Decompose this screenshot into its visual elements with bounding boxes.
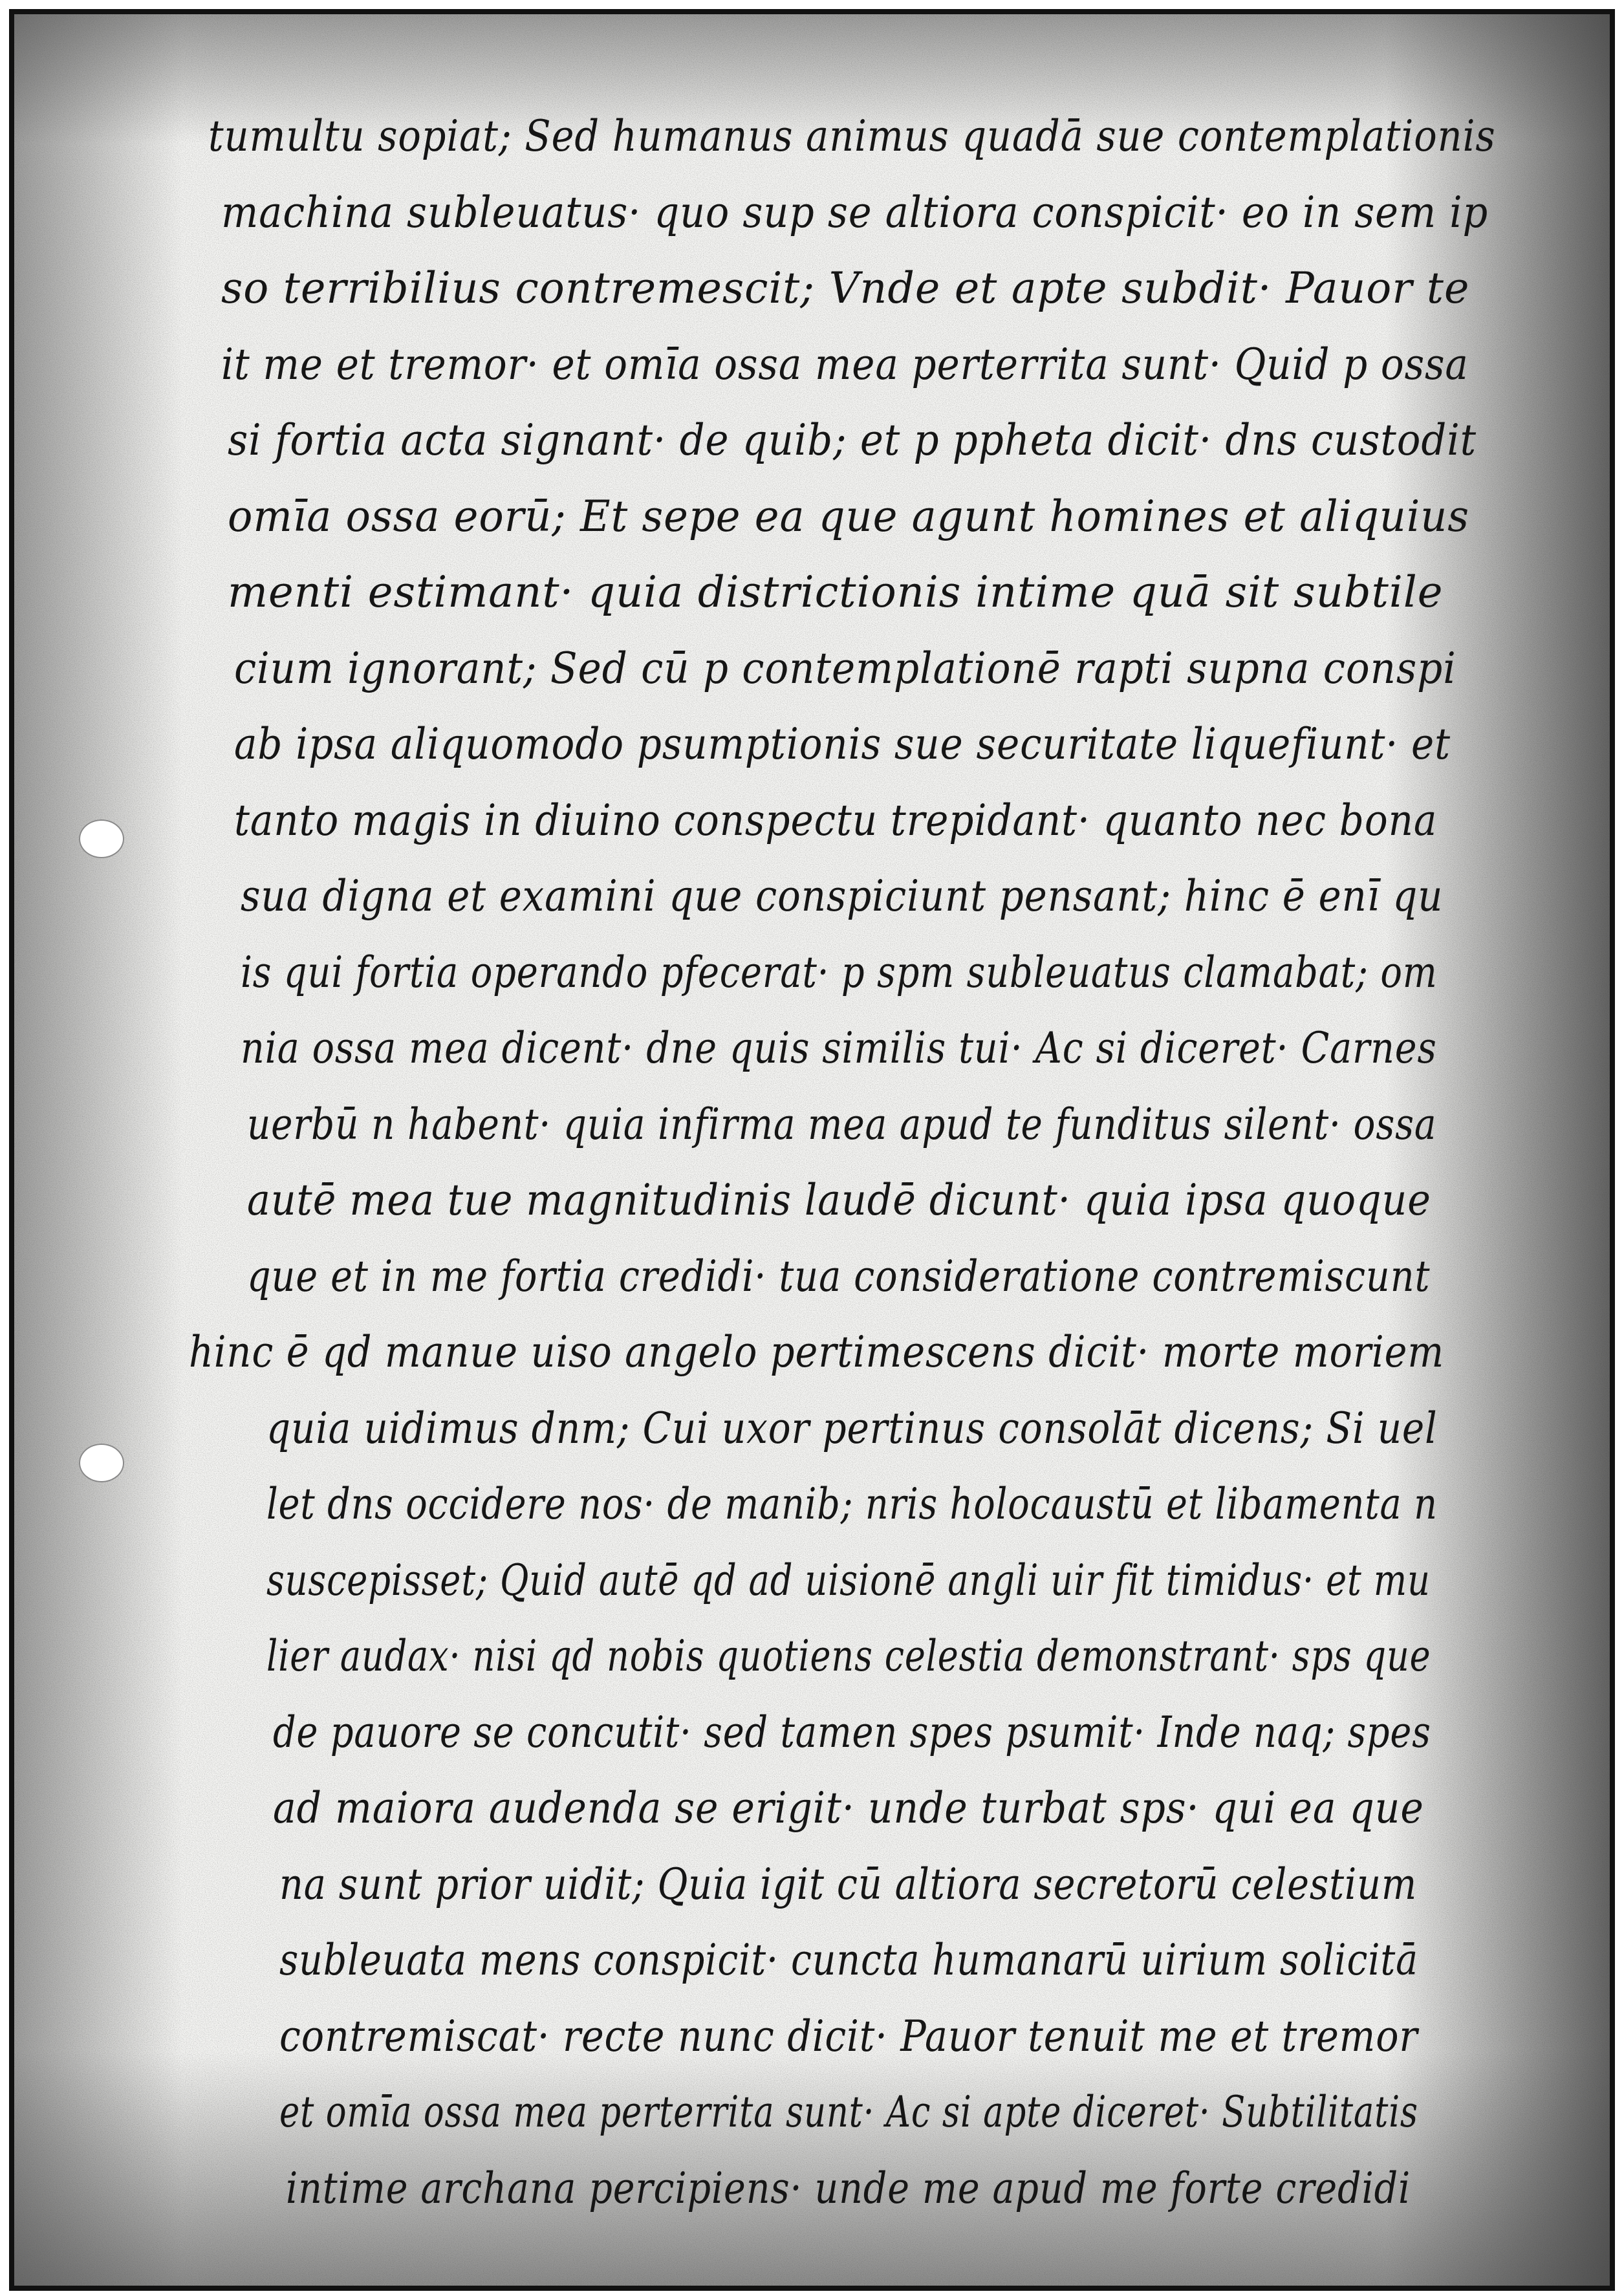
scanned-manuscript-page xyxy=(9,9,1615,2291)
manuscript-line: it me et tremor· et omīa ossa mea perterrita sunt· Quid p ossa xyxy=(221,339,1469,389)
manuscript-line: machina subleuatus· quo sup se altiora conspicit· eo in sem ip xyxy=(221,187,1489,237)
manuscript-line: na sunt prior uidit; Quia igit cū altiora secretorū celestium xyxy=(279,1859,1418,1909)
manuscript-line: tanto magis in diuino conspectu trepidant· quanto nec bona xyxy=(234,795,1438,845)
punch-hole-lower xyxy=(79,1444,124,1482)
manuscript-line: menti estimant· quia districtionis intime quā sit subtile xyxy=(228,567,1444,617)
manuscript-line: suscepisset; Quid autē qd ad uisionē angli uir fit timidus· et mu xyxy=(266,1555,1431,1605)
manuscript-line: ab ipsa aliquomodo psumptionis sue securitate liquefiunt· et xyxy=(234,719,1451,769)
manuscript-line: intime archana percipiens· unde me apud me forte credidi xyxy=(286,2163,1411,2213)
manuscript-line: que et in me fortia credidi· tua consideratione contremiscunt xyxy=(247,1251,1431,1301)
manuscript-line: let dns occidere nos· de manib; nris holocaustū et libamenta n xyxy=(266,1479,1438,1529)
manuscript-line: quia uidimus dnm; Cui uxor pertinus consolāt dicens; Si uel xyxy=(266,1403,1438,1453)
manuscript-line: is qui fortia operando pfecerat· p spm subleuatus clamabat; om xyxy=(241,947,1438,997)
manuscript-line: de pauore se concutit· sed tamen spes psumit· Inde naq; spes xyxy=(273,1707,1431,1757)
manuscript-line: cium ignorant; Sed cū p contemplationē rapti supna conspi xyxy=(234,643,1456,693)
manuscript-line: omīa ossa eorū; Et sepe ea que agunt homines et aliquius xyxy=(228,491,1470,541)
punch-hole-upper xyxy=(79,819,124,858)
manuscript-line: so terribilius contremescit; Vnde et apte subdit· Pauor te xyxy=(221,263,1470,313)
manuscript-line: nia ossa mea dicent· dne quis similis tui· Ac si diceret· Carnes xyxy=(241,1023,1437,1073)
manuscript-line: contremiscat· recte nunc dicit· Pauor tenuit me et tremor xyxy=(279,2011,1418,2061)
manuscript-line: hinc ē qd manue uiso angelo pertimescens dicit· morte moriem xyxy=(189,1327,1445,1377)
manuscript-line: tumultu sopiat; Sed humanus animus quadā sue contemplationis xyxy=(208,111,1496,161)
manuscript-line: lier audax· nisi qd nobis quotiens celestia demonstrant· sps que xyxy=(266,1631,1431,1681)
manuscript-line: et omīa ossa mea perterrita sunt· Ac si apte diceret· Subtilitatis xyxy=(279,2087,1418,2137)
manuscript-line: ad maiora audenda se erigit· unde turbat sps· qui ea que xyxy=(273,1783,1424,1833)
manuscript-line: uerbū n habent· quia infirma mea apud te funditus silent· ossa xyxy=(247,1099,1437,1149)
manuscript-line: autē mea tue magnitudinis laudē dicunt· quia ipsa quoque xyxy=(247,1175,1431,1225)
manuscript-line: subleuata mens conspicit· cuncta humanarū uirium solicitā xyxy=(279,1935,1419,1985)
manuscript-line: sua digna et examini que conspiciunt pensant; hinc ē enī qu xyxy=(241,871,1444,921)
manuscript-line: si fortia acta signant· de quib; et p ppheta dicit· dns custodit xyxy=(228,415,1477,465)
